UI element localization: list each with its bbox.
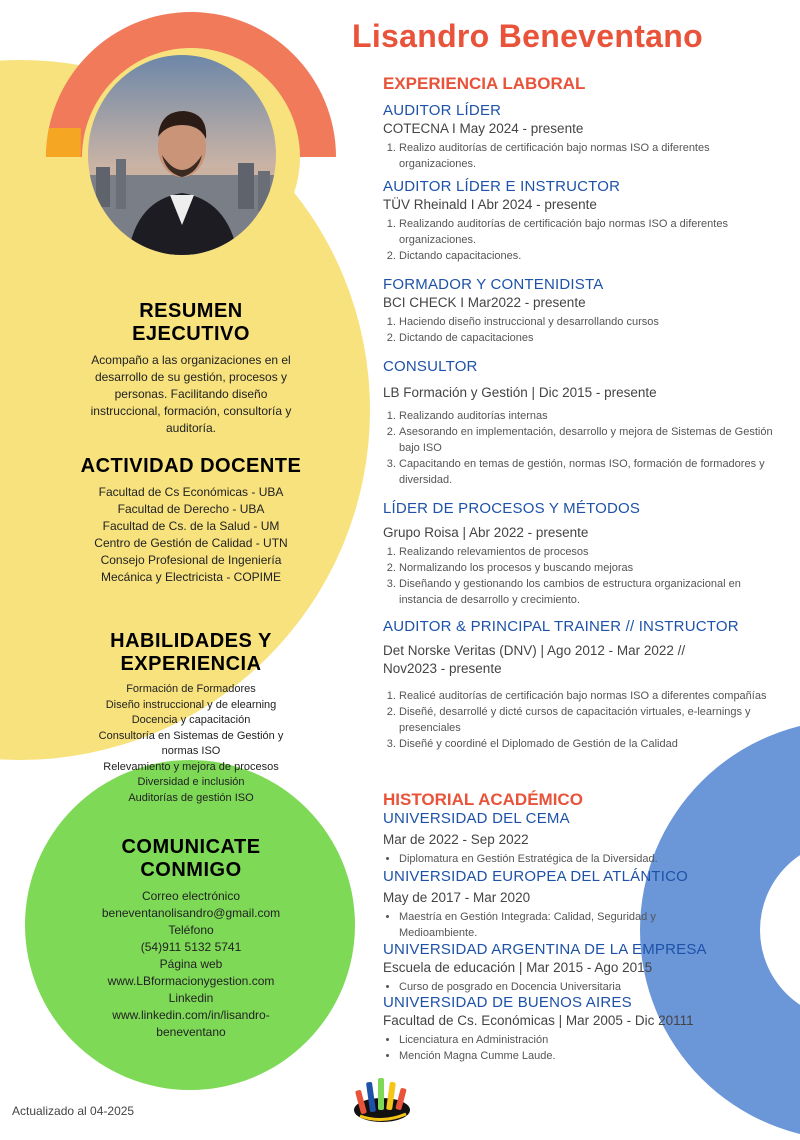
docente-item: Facultad de Derecho - UBA xyxy=(117,502,265,516)
habilidad-item: Formación de Formadores xyxy=(126,683,256,695)
phone-value[interactable]: (54)911 5132 5741 xyxy=(140,940,242,954)
job-entry xyxy=(383,500,783,608)
academico-section xyxy=(383,790,783,810)
habilidad-item: Diversidad e inclusión xyxy=(137,776,245,788)
brand-logo xyxy=(352,1070,414,1126)
person-name: Lisandro Beneventano xyxy=(352,18,703,54)
job-title: AUDITOR LÍDER xyxy=(383,102,502,119)
job-title: CONSULTOR xyxy=(383,358,478,375)
job-entry xyxy=(383,618,783,752)
docente-section xyxy=(80,455,302,586)
study-item: • Mención Magna Cumme Laude. xyxy=(399,1048,783,1064)
habilidades-section xyxy=(80,630,302,806)
study-details xyxy=(383,979,783,995)
job-title: LÍDER DE PROCESOS Y MÉTODOS xyxy=(383,500,641,517)
study-period: Facultad de Cs. Económicas | Mar 2005 - Dic 20111 xyxy=(383,1013,694,1028)
job-task: 2. Asesorando en implementación, desarrollo y mejora de Sistemas de Gestión bajo ISO xyxy=(399,424,783,456)
academic-entry xyxy=(383,810,783,867)
job-company: LB Formación y Gestión | Dic 2015 - presente xyxy=(383,385,657,400)
job-task: 2. Diseñé, desarrollé y dicté cursos de capacitación virtuales, e-learnings y presenciales xyxy=(399,704,783,736)
study-item: • Diplomatura en Gestión Estratégica de la Diversidad. xyxy=(399,851,783,867)
institution-name: UNIVERSIDAD ARGENTINA DE LA EMPRESA xyxy=(383,941,707,958)
academic-entry xyxy=(383,941,783,995)
study-details xyxy=(383,909,699,941)
job-entry xyxy=(383,276,783,346)
job-task: 3. Diseñé y coordiné el Diplomado de Gestión de la Calidad xyxy=(399,736,783,752)
job-company: TÜV Rheinald I Abr 2024 - presente xyxy=(383,197,597,212)
study-details xyxy=(383,851,783,867)
job-company: Det Norske Veritas (DNV) | Ago 2012 - Mar 2022 // Nov2023 - presente xyxy=(383,643,686,676)
study-details xyxy=(383,1032,783,1064)
job-task: 2. Dictando de capacitaciones xyxy=(399,330,783,346)
docente-item: Centro de Gestión de Calidad - UTN xyxy=(94,536,288,550)
habilidades-title: HABILIDADES Y EXPERIENCIA xyxy=(110,630,272,675)
habilidad-item: Auditorías de gestión ISO xyxy=(128,791,254,804)
study-period: May de 2017 - Mar 2020 xyxy=(383,890,531,905)
academico-title: HISTORIAL ACADÉMICO xyxy=(383,790,583,809)
academic-entry xyxy=(383,868,783,941)
contacto-section xyxy=(80,836,302,1041)
job-company: Grupo Roisa | Abr 2022 - presente xyxy=(383,525,589,540)
job-task: 2. Dictando capacitaciones. xyxy=(399,248,783,264)
resumen-section xyxy=(80,300,302,437)
phone-label: Teléfono xyxy=(168,923,214,937)
job-entry xyxy=(383,358,783,488)
web-label: Página web xyxy=(159,957,223,971)
web-link[interactable]: www.LBformacionygestion.com xyxy=(107,974,275,988)
job-company: BCI CHECK I Mar2022 - presente xyxy=(383,295,586,310)
study-item: • Licenciatura en Administración xyxy=(399,1032,783,1048)
institution-name: UNIVERSIDAD DEL CEMA xyxy=(383,810,570,827)
job-entry xyxy=(383,102,783,172)
job-company: COTECNA I May 2024 - presente xyxy=(383,121,584,136)
email-label: Correo electrónico xyxy=(141,889,241,903)
linkedin-label: Linkedin xyxy=(168,991,214,1005)
job-tasks xyxy=(383,216,783,264)
job-task: 1. Realizando auditorías de certificación bajo normas ISO a diferentes organizaciones. xyxy=(399,216,783,248)
habilidad-item: Relevamiento y mejora de procesos xyxy=(103,760,279,773)
institution-name: UNIVERSIDAD EUROPEA DEL ATLÁNTICO xyxy=(383,868,689,885)
experiencia-title: EXPERIENCIA LABORAL xyxy=(383,74,586,93)
job-tasks xyxy=(383,408,783,488)
job-entry xyxy=(383,178,783,264)
docente-item: Facultad de Cs. de la Salud - UM xyxy=(102,519,280,533)
updated-note: Actualizado al 04-2025 xyxy=(12,1104,135,1118)
study-item: • Maestría en Gestión Integrada: Calidad, Seguridad y Medioambiente. xyxy=(399,909,699,941)
resumen-title: RESUMEN EJECUTIVO xyxy=(132,300,250,345)
resumen-text: Acompaño a las organizaciones en el desarrollo de su gestión, procesos y personas. Facilitando diseño instruccional, formación, consultoría y auditoría. xyxy=(90,353,292,435)
docente-item: Consejo Profesional de Ingeniería Mecánica y Electricista - COPIME xyxy=(100,553,282,584)
job-task: 1. Realizando relevamientos de procesos xyxy=(399,544,783,560)
job-task: 1. Haciendo diseño instruccional y desarrollando cursos xyxy=(399,314,783,330)
job-title: AUDITOR & PRINCIPAL TRAINER // INSTRUCTOR xyxy=(383,618,739,635)
job-task: 1. Realicé auditorías de certificación bajo normas ISO a diferentes compañías xyxy=(399,688,783,704)
job-tasks xyxy=(383,544,783,608)
job-task: 3. Diseñando y gestionando los cambios de estructura organizacional en instancia de desarrollo y crecimiento. xyxy=(399,576,783,608)
study-period: Escuela de educación | Mar 2015 - Ago 2015 xyxy=(383,960,653,975)
email-link[interactable]: beneventanolisandro@gmail.com xyxy=(101,906,281,920)
job-task: 1. Realizo auditorías de certificación bajo normas ISO a diferentes organizaciones. xyxy=(399,140,783,172)
linkedin-link[interactable]: www.linkedin.com/in/lisandro-beneventano xyxy=(112,1008,270,1039)
habilidad-item: Docencia y capacitación xyxy=(131,714,251,726)
experiencia-section xyxy=(383,74,783,94)
job-title: FORMADOR Y CONTENIDISTA xyxy=(383,276,604,293)
docente-item: Facultad de Cs Económicas - UBA xyxy=(98,485,284,499)
job-task: 3. Capacitando en temas de gestión, normas ISO, formación de formadores y diversidad. xyxy=(399,456,783,488)
habilidad-item: Diseño instruccional y de elearning xyxy=(105,698,277,711)
study-period: Mar de 2022 - Sep 2022 xyxy=(383,832,529,847)
institution-name: UNIVERSIDAD DE BUENOS AIRES xyxy=(383,994,632,1011)
job-tasks xyxy=(383,140,783,172)
job-title: AUDITOR LÍDER E INSTRUCTOR xyxy=(383,178,621,195)
habilidad-item: Consultoría en Sistemas de Gestión y normas ISO xyxy=(98,729,284,757)
profile-photo xyxy=(88,55,276,255)
job-task: 1. Realizando auditorías internas xyxy=(399,408,783,424)
contacto-title: COMUNICATE CONMIGO xyxy=(121,836,261,881)
job-tasks xyxy=(383,688,783,752)
study-item: • Curso de posgrado en Docencia Universitaria xyxy=(399,979,783,995)
job-task: 2. Normalizando los procesos y buscando mejoras xyxy=(399,560,783,576)
job-tasks xyxy=(383,314,783,346)
docente-title: ACTIVIDAD DOCENTE xyxy=(80,455,302,477)
academic-entry xyxy=(383,994,783,1064)
